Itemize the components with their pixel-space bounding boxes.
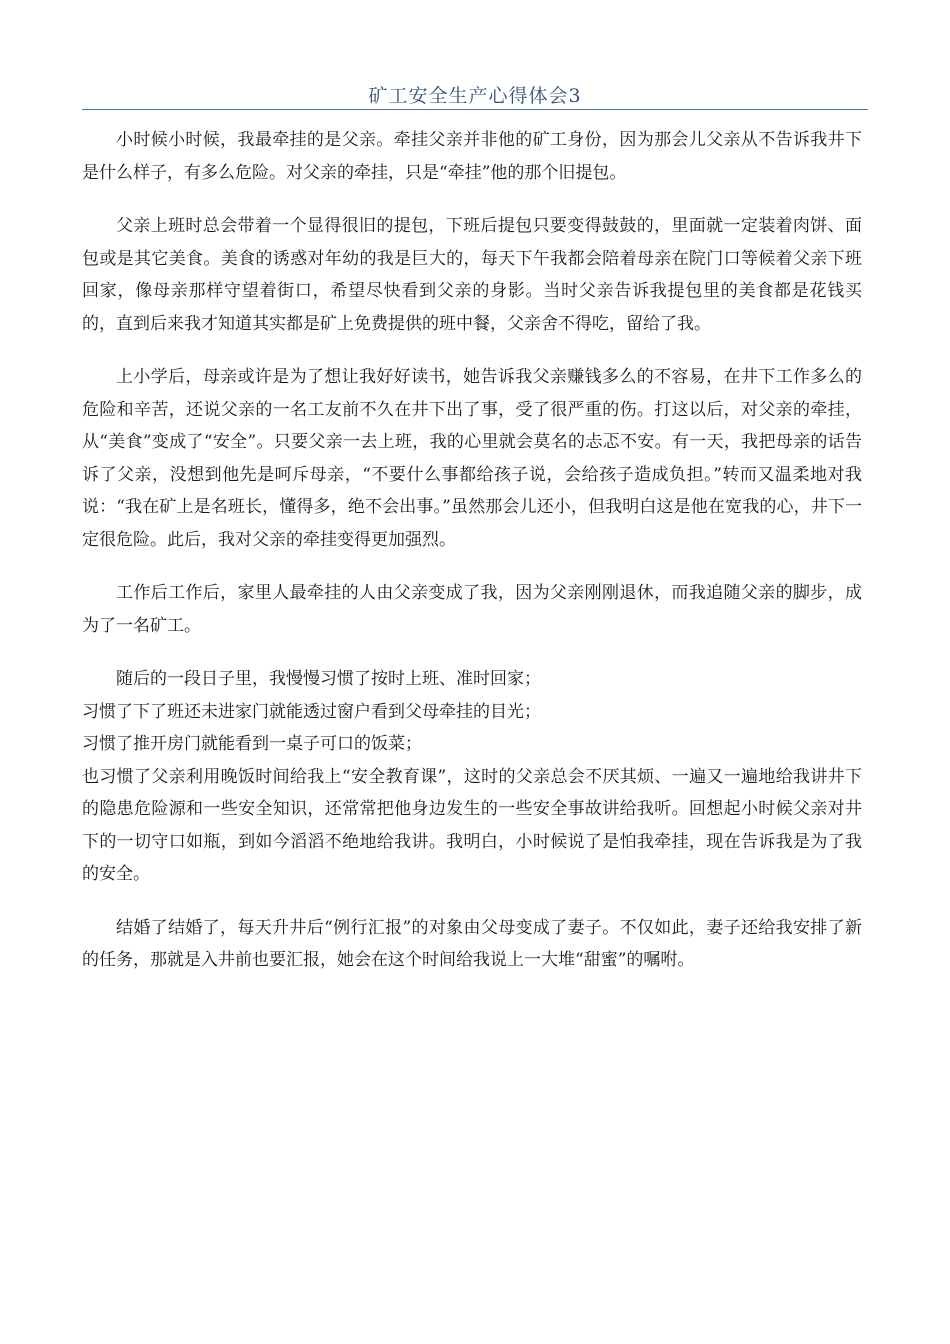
habit-line: 习惯了推开房门就能看到一桌子可口的饭菜； <box>82 734 422 754</box>
habit-line: 随后的一段日子里，我慢慢习惯了按时上班、准时回家； <box>116 669 541 689</box>
habit-line: 也习惯了父亲利用晚饭时间给我上“安全教育课”，这时的父亲总会不厌其烦、一遍又一遍地给我讲井下的隐患危险源和一些安全知识，还常常把他身边发生的一些安全事故讲给我听。回想起小时候父亲对井下的一切守口如瓶，到如今滔滔不绝地给我讲。我明白，小时候说了是怕我牵挂，现在告诉我是为了我的安全。 <box>82 766 862 884</box>
paragraph-after-work: 工作后工作后，家里人最牵挂的人由父亲变成了我，因为父亲刚刚退休，而我追随父亲的脚步，成为了一名矿工。 <box>82 583 862 636</box>
habits-section <box>82 663 862 891</box>
paragraph-childhood: 小时候小时候，我最牵挂的是父亲。牵挂父亲并非他的矿工身份，因为那会儿父亲从不告诉我井下是什么样子，有多么危险。对父亲的牵挂，只是“牵挂”他的那个旧提包。 <box>82 130 862 183</box>
paragraph-primary-school: 上小学后，母亲或许是为了想让我好好读书，她告诉我父亲赚钱多么的不容易，在井下工作多么的危险和辛苦，还说父亲的一名工友前不久在井下出了事，受了很严重的伤。打这以后，对父亲的牵挂，从“美食”变成了“安全”。只要父亲一去上班，我的心里就会莫名的忐忑不安。有一天，我把母亲的话告诉了父亲，没想到他先是呵斥母亲，“不要什么事都给孩子说，会给孩子造成负担。”转而又温柔地对我说：“我在矿上是名班长，懂得多，绝不会出事。”虽然那会儿还小，但我明白这是他在宽我的心，井下一定很危险。此后，我对父亲的牵挂变得更加强烈。 <box>82 367 862 550</box>
document-title: 矿工安全生产心得体会3 <box>368 85 582 107</box>
paragraph-marriage: 结婚了结婚了，每天升井后“例行汇报”的对象由父母变成了妻子。不仅如此，妻子还给我安排了新的任务，那就是入井前也要汇报，她会在这个时间给我说上一大堆“甜蜜”的嘱咐。 <box>82 917 862 970</box>
document-body <box>82 124 862 998</box>
title-divider <box>82 109 868 110</box>
paragraph-old-bag: 父亲上班时总会带着一个显得很旧的提包，下班后提包只要变得鼓鼓的，里面就一定装着肉饼、面包或是其它美食。美食的诱惑对年幼的我是巨大的，每天下午我都会陪着母亲在院门口等候着父亲下班回家，像母亲那样守望着街口，希望尽快看到父亲的身影。当时父亲告诉我提包里的美食都是花钱买的，直到后来我才知道其实都是矿上免费提供的班中餐，父亲舍不得吃，留给了我。 <box>82 216 862 334</box>
habit-line: 习惯了下了班还未进家门就能透过窗户看到父母牵挂的目光； <box>82 701 541 722</box>
